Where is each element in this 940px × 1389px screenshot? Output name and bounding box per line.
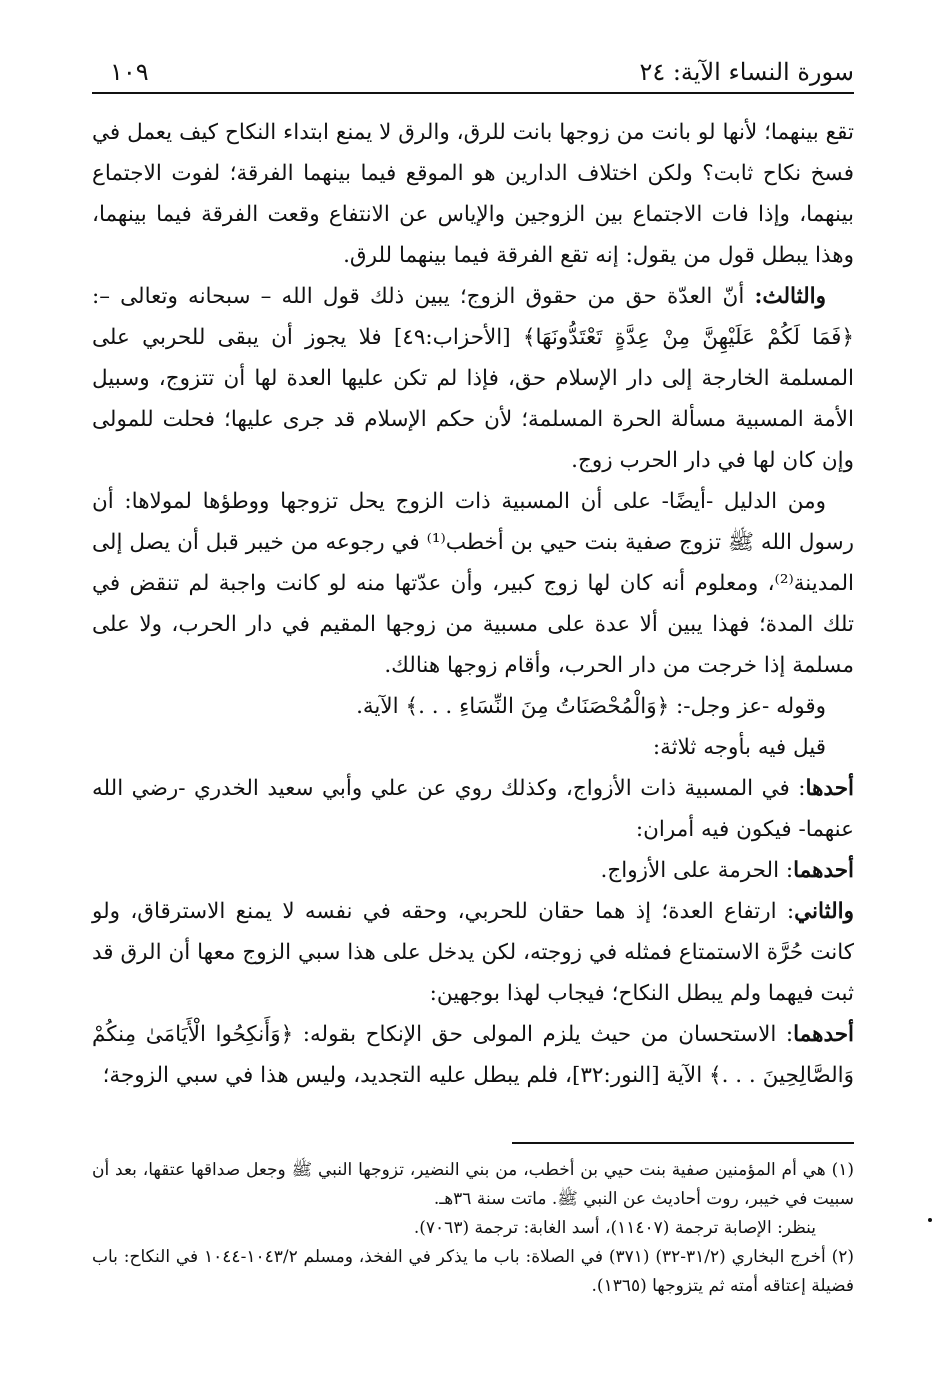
- footnote-divider: [512, 1142, 854, 1144]
- running-title: سورة النساء الآية: ٢٤: [639, 58, 854, 86]
- page-number: ١٠٩: [110, 58, 149, 86]
- paragraph: [92, 481, 854, 686]
- paragraph-text: ومن الدليل -أيضًا- على أن المسبية ذات الزوج يحل تزوجها ووطؤها لمولاها: أن رسول الله ﷺ تزوج صفية بنت حيي بن أخطب⁽¹⁾ في رجوعه من خيبر قبل أن يصل إلى المدينة⁽²⁾، ومعلوم أنه كان لها زوج كبير، وأن عدّتها منه لو كانت واجبة لم تنقض في تلك المدة؛ فهذا يبين ألا عدة على مسبية من زوجها المقيم في دار الحرب، ولا على مسلمة إذا خرجت من دار الحرب، وأقام زوجها هنالك.: [92, 489, 854, 678]
- page-header: [92, 52, 854, 94]
- paragraph: [92, 727, 854, 768]
- footnote-1-reference: ينظر: الإصابة ترجمة (١١٤٠٧)، أسد الغابة: ترجمة (٧٠٦٣).: [413, 1218, 816, 1238]
- paragraph-lead: والثالث:: [754, 284, 826, 309]
- footnotes: [92, 1156, 854, 1301]
- paragraph: [92, 112, 854, 276]
- paragraph-text: : الحرمة على الأزواج.: [600, 858, 794, 883]
- paragraph: [92, 686, 854, 727]
- paragraph-text: وقوله -عز وجل-: ﴿وَالْمُحْصَنَاتُ مِنَ النِّسَاءِ . . .﴾ الآية.: [356, 694, 826, 719]
- paragraph: [92, 891, 854, 1014]
- paragraph: [92, 1014, 854, 1096]
- margin-dot: [928, 1218, 932, 1222]
- paragraph-lead: والثاني: [794, 899, 854, 924]
- paragraph-text: قيل فيه بأوجه ثلاثة:: [652, 735, 826, 760]
- paragraph-text: : في المسبية ذات الأزواج، وكذلك روي عن علي وأبي سعيد الخدري -رضي الله عنهما- فيكون فيه أمران:: [92, 776, 854, 842]
- paragraph-text: : الاستحسان من حيث يلزم المولى حق الإنكاح بقوله: ﴿وَأَنكِحُوا الْأَيَامَىٰ مِنكُمْ وَالصَّالِحِينَ . . .﴾ الآية [النور:٣٢]، فلم يبطل عليه التجديد، وليس هذا في سبي الزوجة؛: [92, 1022, 854, 1088]
- paragraph-text: تقع بينهما؛ لأنها لو بانت من زوجها بانت للرق، والرق لا يمنع ابتداء النكاح كيف يعمل في فسخ نكاح ثابت؟ ولكن اختلاف الدارين هو الموقع فيما بينهما الفرقة؛ لفوت الاجتماع بينهما، وإذا فات الاجتماع بين الزوجين والإياس عن الانتفاع وقعت الفرقة فيما بينهما، وهذا يبطل قول من يقول: إنه تقع الفرقة فيما بينهما للرق.: [92, 120, 854, 268]
- paragraph-text: أنّ العدّة حق من حقوق الزوج؛ يبين ذلك قول الله – سبحانه وتعالى –: ﴿فَمَا لَكُمْ عَلَيْهِنَّ مِنْ عِدَّةٍ تَعْتَدُّونَهَا﴾ [الأحزاب:٤٩] فلا يجوز أن يبقى للحربي على المسلمة الخارجة إلى دار الإسلام حق، فإذا لم تكن عليها العدة لها أن تتزوج، وسبيل الأمة المسبية مسألة الحرة المسلمة؛ لأن حكم الإسلام قد جرى عليها؛ فحلت للمولى وإن كان لها في دار الحرب زوج.: [92, 284, 854, 473]
- paragraph-lead: أحدها: [805, 776, 854, 801]
- paragraph-text: : ارتفاع العدة؛ إذ هما حقان للحربي، وحقه في نفسه لا يمنع الاسترقاق، ولو كانت حُرَّة الاستمتاع فمثله في زوجته، لكن يدخل على هذا سبي الزوج معها أن الرق قد ثبت فيهما ولم يبطل النكاح؛ فيجاب لهذا بوجهين:: [92, 899, 854, 1006]
- paragraph: [92, 276, 854, 481]
- paragraph-lead: أحدهما: [793, 858, 854, 883]
- main-text: [92, 112, 854, 1096]
- paragraph-lead: أحدهما: [793, 1022, 854, 1047]
- paragraph: [92, 850, 854, 891]
- footnote-1: (١) هي أم المؤمنين صفية بنت حيي بن أخطب، من بني النضير، تزوجها النبي ﷺ وجعل صداقها عتقها، بعد أن سبيت في خيبر، روت أحاديث عن النبي ﷺ. ماتت سنة ٣٦هـ.: [92, 1160, 854, 1209]
- footnote-2: (٢) أخرج البخاري (٣١/٢-٣٢) (٣٧١) في الصلاة: باب ما يذكر في الفخذ، ومسلم ١٠٤٣/٢-١٠٤٤ في النكاح: باب فضيلة إعتاقه أمته ثم يتزوجها (١٣٦٥).: [92, 1247, 855, 1296]
- paragraph: [92, 768, 854, 850]
